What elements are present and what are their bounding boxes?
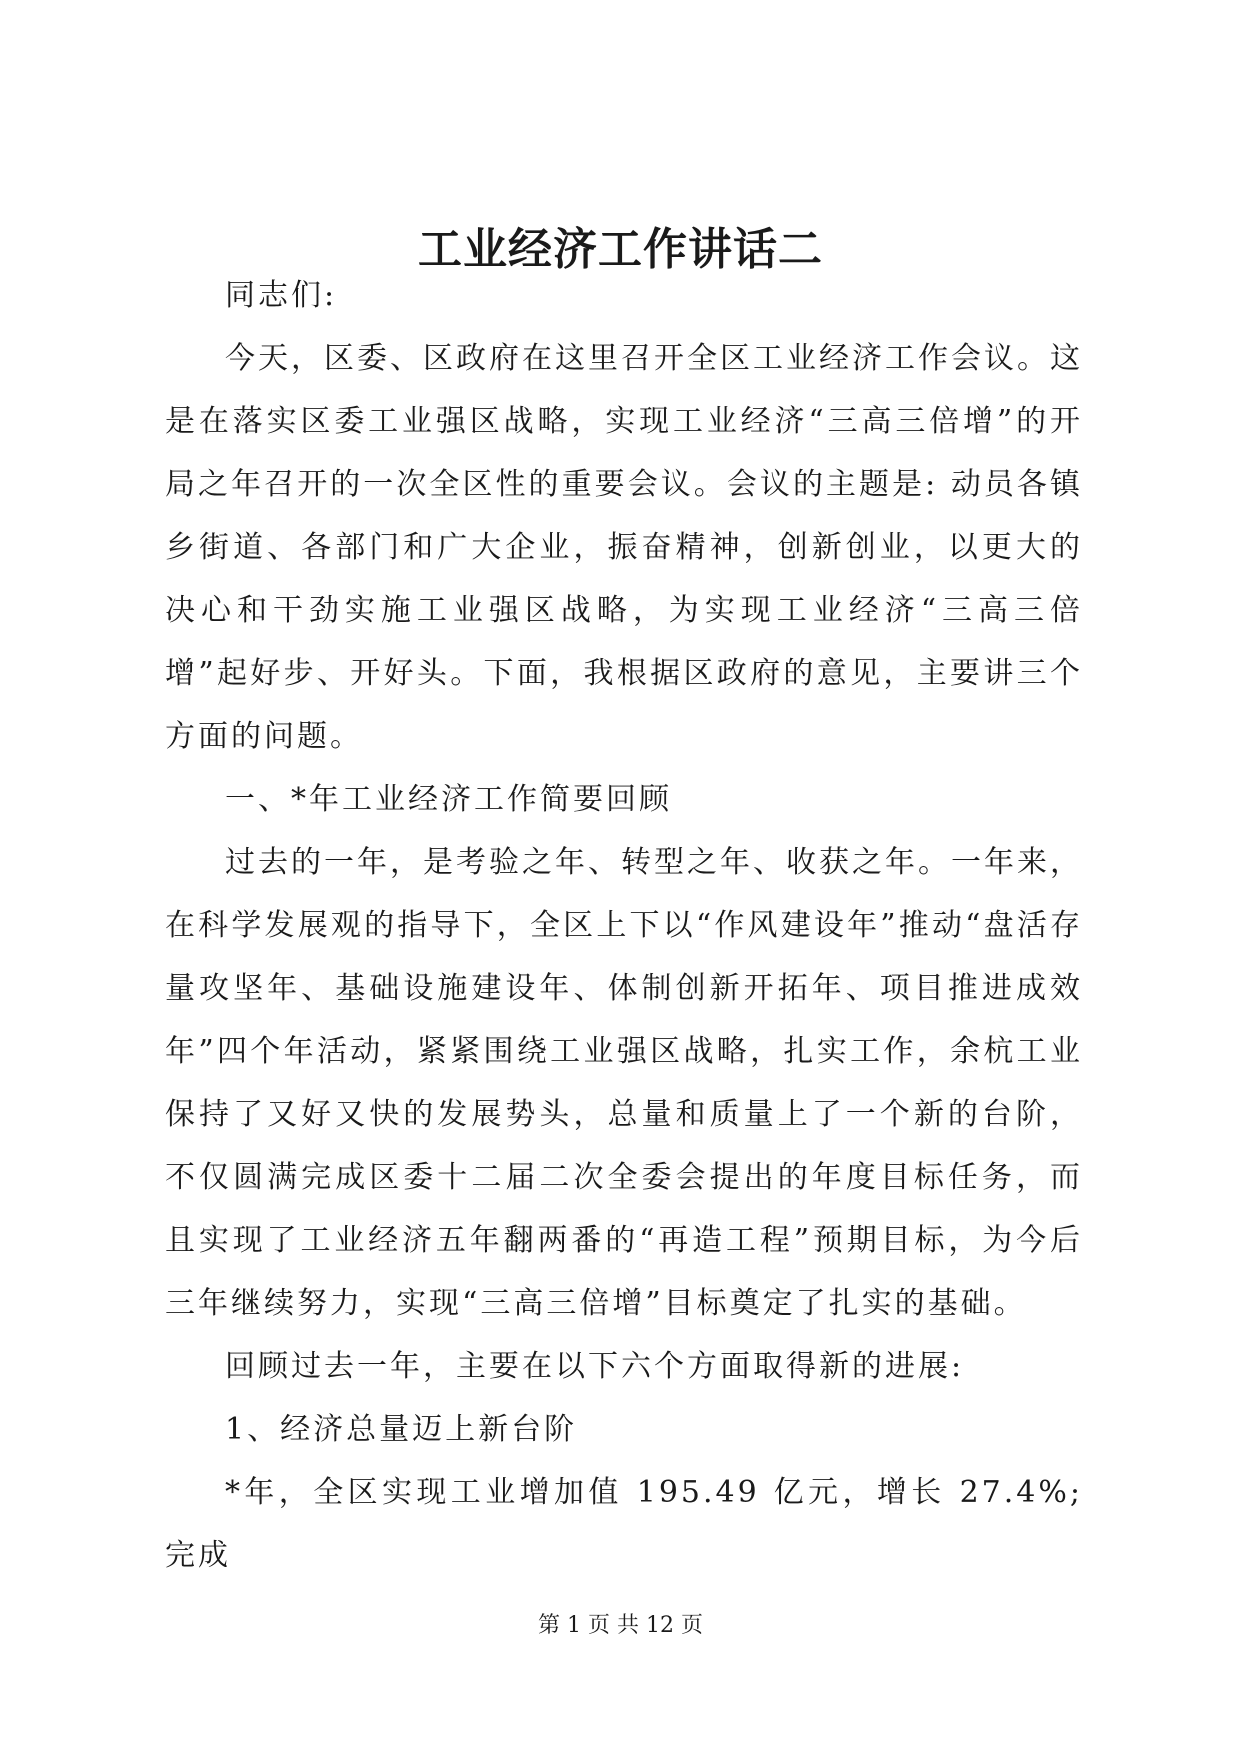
intro-paragraph: 今天，区委、区政府在这里召开全区工业经济工作会议。这是在落实区委工业强区战略，实现工业经济“三高三倍增”的开局之年召开的一次全区性的重要会议。会议的主题是: 动员各镇乡街道、各部门和广大企业，振奋精神，创新创业，以更大的决心和干劲实施工业强区战略，为实现工业经济“三高三倍增”起好步、开好头。下面，我根据区政府的意见，主要讲三个方面的问题。	[165, 341, 1083, 754]
section-heading-1: 一、*年工业经济工作简要回顾	[225, 782, 672, 817]
subheading-1: 1、经济总量迈上新台阶	[225, 1412, 578, 1447]
page-footer: 第 1 页 共 12 页	[538, 1613, 703, 1638]
data-paragraph: *年，全区实现工业增加值 195.49 亿元，增长 27.4%; 完成	[165, 1475, 1083, 1573]
review-paragraph: 过去的一年，是考验之年、转型之年、收获之年。一年来，在科学发展观的指导下，全区上下以“作风建设年”推动“盘活存量攻坚年、基础设施建设年、体制创新开拓年、项目推进成效年”四个年活动，紧紧围绕工业强区战略，扎实工作，余杭工业保持了又好又快的发展势头，总量和质量上了一个新的台阶，不仅圆满完成区委十二届二次全委会提出的年度目标任务，而且实现了工业经济五年翻两番的“再造工程”预期目标，为今后三年继续努力，实现“三高三倍增”目标奠定了扎实的基础。	[165, 845, 1083, 1321]
document-body	[165, 264, 1083, 1587]
summary-paragraph: 回顾过去一年，主要在以下六个方面取得新的进展:	[225, 1349, 965, 1384]
salutation-paragraph: 同志们:	[225, 278, 338, 313]
document-title: 工业经济工作讲话二	[418, 224, 823, 275]
